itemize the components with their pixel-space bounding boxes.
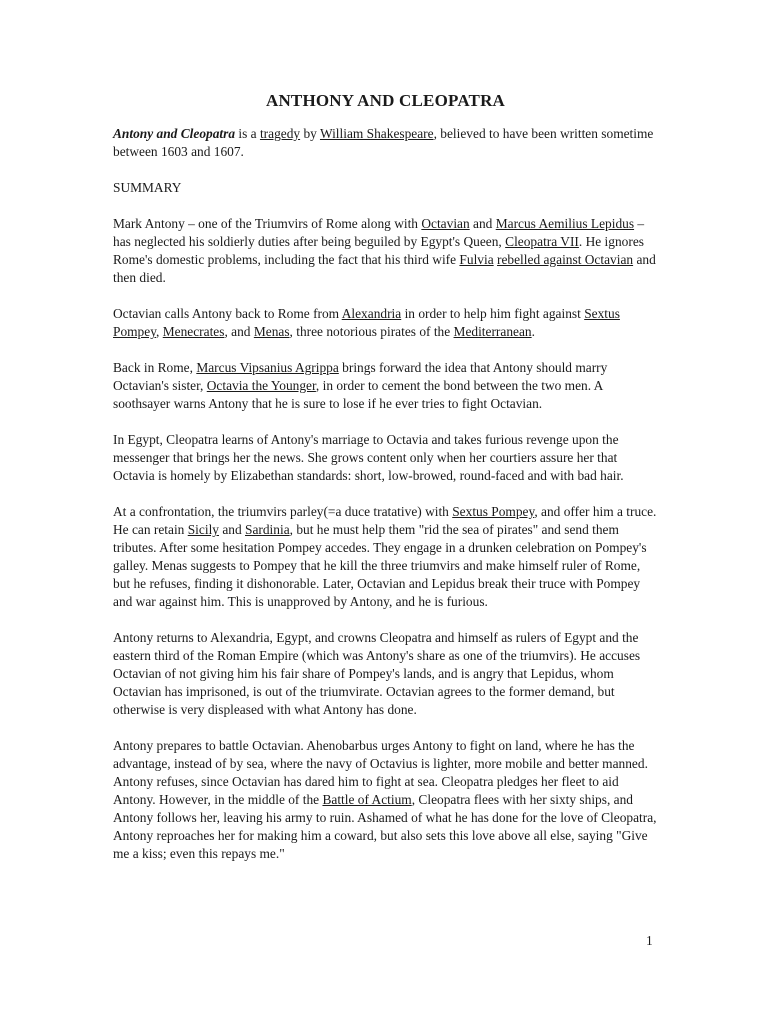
link-battle-of-actium[interactable]: Battle of Actium bbox=[322, 792, 412, 807]
page-number: 1 bbox=[646, 933, 653, 948]
link-menecrates[interactable]: Menecrates bbox=[162, 324, 225, 339]
link-william-shakespeare[interactable]: William Shakespeare bbox=[319, 126, 434, 141]
document-title: ANTHONY AND CLEOPATRA bbox=[265, 91, 506, 110]
link-marcus-aemilius-lepidus[interactable]: Marcus Aemilius Lepidus bbox=[495, 216, 635, 231]
link-menas[interactable]: Menas bbox=[253, 324, 290, 339]
link-sardinia[interactable]: Sardinia bbox=[245, 522, 290, 537]
link-marcus-vipsanius-agrippa[interactable]: Marcus Vipsanius Agrippa bbox=[196, 360, 339, 375]
link-sextus-pompey-2[interactable]: Sextus Pompey bbox=[452, 504, 535, 519]
link-tragedy[interactable]: tragedy bbox=[259, 126, 301, 141]
link-rebelled-against-octavian[interactable]: rebelled against Octavian bbox=[497, 252, 634, 267]
paragraph-2: Octavian calls Antony back to Rome from Alexandria in order to help him fight against Sextus Pompey, Menecrates, and Menas, three notorious pirates of the Mediterranean. bbox=[113, 306, 620, 339]
play-title-italic: Antony and Cleopatra bbox=[113, 126, 236, 141]
link-cleopatra-vii[interactable]: Cleopatra VII bbox=[505, 234, 579, 249]
document-body bbox=[113, 92, 658, 881]
link-fulvia[interactable]: Fulvia bbox=[459, 252, 494, 267]
paragraph-3: Back in Rome, Marcus Vipsanius Agrippa brings forward the idea that Antony should marry Octavian's sister, Octavia the Younger, in order to cement the bond between the two men. A soothsayer warns Antony that he is sure to lose if he ever tries to fight Octavian. bbox=[113, 360, 608, 411]
paragraph-6: Antony returns to Alexandria, Egypt, and crowns Cleopatra and himself as rulers of Egypt and the eastern third of the Roman Empire (which was Antony's share as one of the triumvirs). He accuses Octavian of not giving him his fair share of Pompey's lands, and is angry that Lepidus, whom Octavian has imprisoned, is out of the triumvirate. Octavian agrees to the former demand, but otherwise is very displeased with what Antony has done. bbox=[113, 630, 641, 717]
link-sextus-pompey[interactable]: Sextus Pompey bbox=[113, 306, 620, 339]
paragraph-1: Mark Antony – one of the Triumvirs of Rome along with Octavian and Marcus Aemilius Lepidus – has neglected his soldierly duties after being beguiled by Egypt's Queen, Cleopatra VII. He ignores Rome's domestic problems, including the fact that his third wife Fulvia rebelled against Octavian and then died. bbox=[113, 216, 656, 285]
paragraph-4: In Egypt, Cleopatra learns of Antony's marriage to Octavia and takes furious revenge upon the messenger that brings her the news. She grows content only when her courtiers assure her that Octavia is homely by Elizabethan standards: short, low-browed, round-faced and with bad hair. bbox=[113, 432, 624, 483]
paragraph-5: At a confrontation, the triumvirs parley(=a duce tratative) with Sextus Pompey, and offer him a truce. He can retain Sicily and Sardinia, but he must help them "rid the sea of pirates" and send them tributes. After some hesitation Pompey accedes. They engage in a drunken celebration on Pompey's galley. Menas suggests to Pompey that he kill the three triumvirs and make himself ruler of Rome, but he refuses, finding it dishonorable. Later, Octavian and Lepidus break their truce with Pompey and war against him. This is unapproved by Antony, and he is furious. bbox=[113, 504, 657, 609]
link-octavia-the-younger[interactable]: Octavia the Younger bbox=[206, 378, 316, 393]
link-octavian[interactable]: Octavian bbox=[421, 216, 470, 231]
link-sicily[interactable]: Sicily bbox=[187, 522, 219, 537]
link-mediterranean[interactable]: Mediterranean bbox=[453, 324, 532, 339]
summary-heading: SUMMARY bbox=[113, 180, 182, 195]
paragraph-7: Antony prepares to battle Octavian. Ahenobarbus urges Antony to fight on land, where he has the advantage, instead of by sea, where the navy of Octavius is lighter, more mobile and better manned. Antony refuses, since Octavian has dared him to fight at sea. Cleopatra pledges her fleet to aid Antony. However, in the middle of the Battle of Actium, Cleopatra flees with her sixty ships, and Antony follows her, leaving his army to ruin. Ashamed of what he has done for the love of Cleopatra, Antony reproaches her for making him a coward, but also sets this love above all else, saying "Give me a kiss; even this repays me." bbox=[113, 738, 657, 861]
intro-paragraph: Antony and Cleopatra is a tragedy by William Shakespeare, believed to have been written sometime between 1603 and 1607. bbox=[113, 126, 654, 159]
link-alexandria[interactable]: Alexandria bbox=[341, 306, 402, 321]
